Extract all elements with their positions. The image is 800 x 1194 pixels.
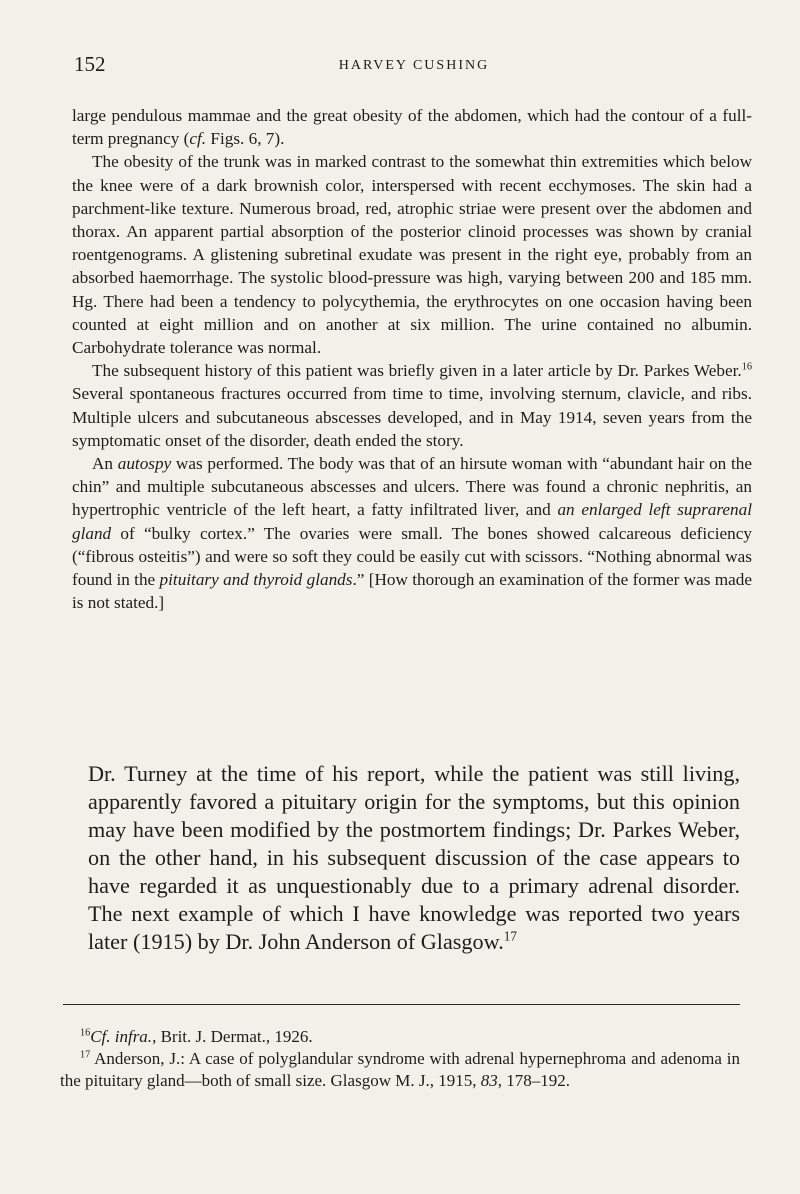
page-header — [74, 52, 754, 82]
footnotes — [60, 1026, 740, 1092]
large-print-section — [88, 760, 740, 956]
footnote-16: $^{16}$Cf. infra., Brit. J. Dermat., 1926. — [80, 1027, 313, 1046]
paragraph-clinical-findings: The obesity of the trunk was in marked contrast to the somewhat thin extremities which below the knee were of a dark brownish color, interspersed with recent ecchymoses. The skin had a parchment-like texture. Numerous broad, red, atrophic striae were present over the abdomen and thorax. An apparent partial absorption of the posterior clinoid processes was shown by cranial roentgenograms. A glistening subretinal exudate was present in the right eye, probably from an absorbed haemorrhage. The systolic blood-pressure was high, varying between 200 and 185 mm. Hg. There had been a tendency to polycythemia, the erythrocytes on one occasion having been counted at eight million and on another at six million. The urine contained no albumin. Carbohydrate tolerance was normal. — [72, 152, 752, 358]
footnote-ref-16: 16 — [741, 361, 752, 373]
footnote-divider — [63, 1004, 740, 1005]
paragraph-subsequent-history: The subsequent history of this patient was briefly given in a later article by Dr. Parkes Weber.$^{16}$ Several spontaneous fractures occurred from time to time, involving sternum, clavicle, and ribs. Multiple ulcers and subcutaneous abscesses developed, and in May 1914, seven years from the symptomatic onset of the disorder, death ended the story. — [72, 361, 752, 450]
footnote-17: $^{17}$ Anderson, J.: A case of polyglandular syndrome with adrenal hypernephroma and adenoma in the pituitary gland—both of small size. Glasgow M. J., 1915, 83, 178–192. — [60, 1049, 740, 1090]
paragraph-autopsy: An autospy was performed. The body was that of an hirsute woman with “abundant hair on the chin” and multiple subcutaneous abscesses and ulcers. There was found a chronic nephritis, an hypertrophic ventricle of the left heart, a fatty infiltrated liver, and an enlarged left suprarenal gland of “bulky cortex.” The ovaries were small. The bones showed calcareous deficiency (“fibrous osteitis”) and were so soft they could be easily cut with scissors. “Nothing abnormal was found in the pituitary and thyroid glands.” [How thorough an examination of the former was made is not stated.] — [72, 454, 752, 613]
footnote-ref-17: 17 — [503, 928, 518, 944]
paragraph-discussion: Dr. Turney at the time of his report, while the patient was still living, apparently favored a pituitary origin for the symptoms, but this opinion may have been modified by the postmortem findings; Dr. Parkes Weber, on the other hand, in his subsequent discussion of the case appears to have regarded it as unquestionably due to a primary adrenal disorder. The next example of which I have knowledge was reported two years later (1915) by Dr. John Anderson of Glasgow.$^{17}$ — [88, 761, 740, 954]
page-number: 152 — [74, 52, 106, 76]
running-head: HARVEY CUSHING — [338, 58, 490, 73]
small-print-section — [72, 104, 752, 614]
paragraph-continued: large pendulous mammae and the great obesity of the abdomen, which had the contour of a full-term pregnancy (cf. Figs. 6, 7). — [72, 106, 752, 149]
